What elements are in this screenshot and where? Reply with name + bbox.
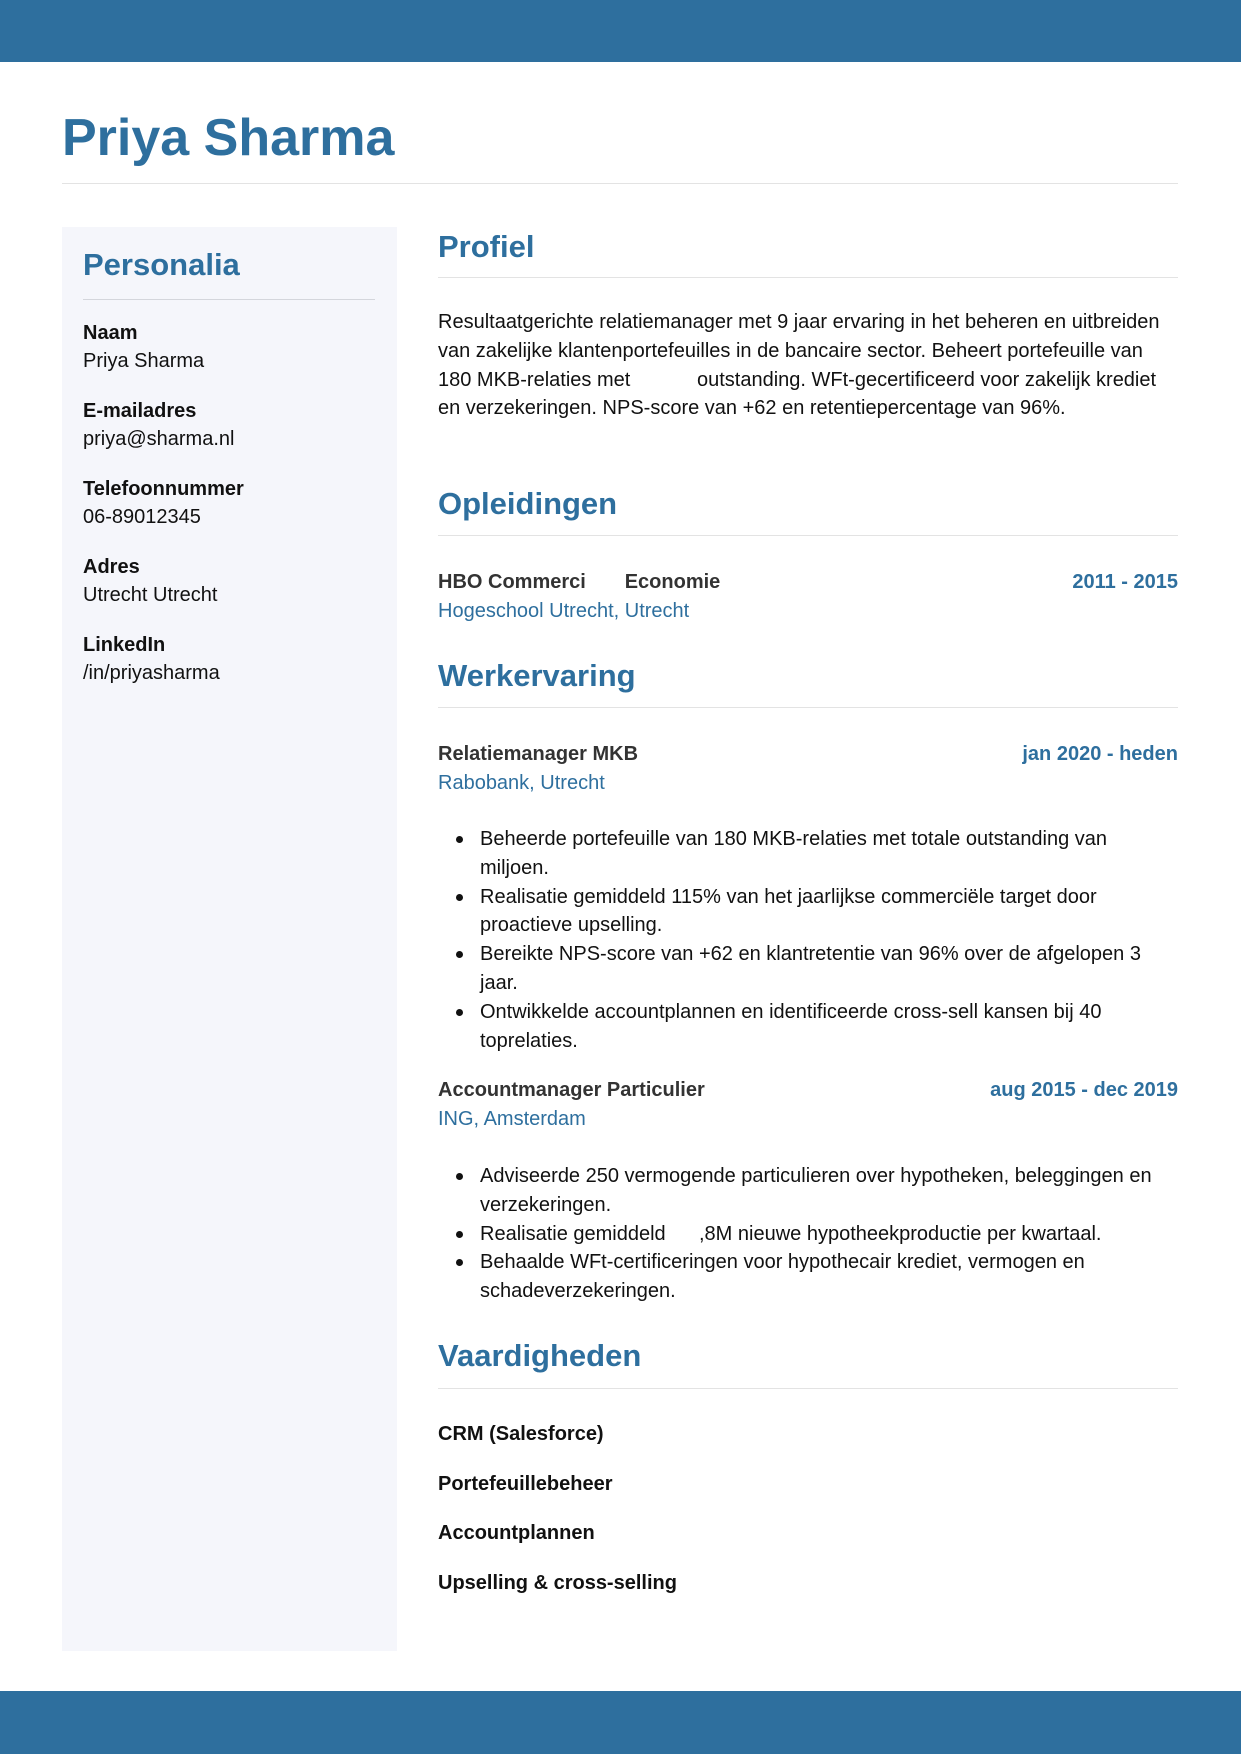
job-bullets (438, 825, 1178, 1055)
job-date: aug 2015 - dec 2019 (990, 1079, 1178, 1101)
field-naam (83, 319, 383, 375)
job-company: Rabobank, Utrecht (438, 772, 605, 794)
list-item: Adviseerde 250 vermogende particulieren over hypotheken, beleggingen en verzekeringen. (438, 1162, 1178, 1220)
field-value: 06-89012345 (83, 506, 201, 528)
field-label: Adres (83, 556, 140, 578)
field-email (83, 397, 383, 453)
field-label: Naam (83, 322, 138, 344)
field-label: Telefoonnummer (83, 478, 244, 500)
skill-item: Upselling & cross-selling (438, 1572, 677, 1594)
list-item: Beheerde portefeuille van 180 MKB-relaties met totale outstanding van miljoen. (438, 825, 1178, 883)
list-item: Ontwikkelde accountplannen en identificeerde cross-sell kansen bij 40 toprelaties. (438, 998, 1178, 1056)
skill-item: CRM (Salesforce) (438, 1423, 604, 1445)
section-divider (438, 535, 1178, 536)
profile-text: Resultaatgerichte relatiemanager met 9 jaar ervaring in het beheren en uitbreiden van zakelijke klantenportefeuilles in de bancaire sector. Beheert portefeuille van 180 MKB-relaties met outstanding. WFt-gecertificeerd voor zakelijk krediet en verzekeringen. NPS-score van +62 en retentiepercentage van 96%. (438, 311, 1166, 420)
footer-band (0, 1691, 1241, 1754)
field-value: Utrecht Utrecht (83, 584, 218, 606)
field-value: priya@sharma.nl (83, 428, 235, 450)
section-title-skills: Vaardigheden (438, 1338, 642, 1373)
field-value: Priya Sharma (83, 350, 205, 372)
field-linkedin (83, 631, 383, 687)
education-entry-header (438, 568, 1178, 596)
job-title: Relatiemanager MKB (438, 743, 639, 765)
degree-title: HBO Commerci Economie (438, 571, 721, 593)
degree-date: 2011 - 2015 (1072, 571, 1178, 593)
field-label: LinkedIn (83, 634, 166, 656)
list-item: Realisatie gemiddeld ,8M nieuwe hypotheekproductie per kwartaal. (438, 1220, 1178, 1249)
title-divider (62, 183, 1178, 184)
skill-item: Portefeuillebeheer (438, 1473, 613, 1495)
list-item: Realisatie gemiddeld 115% van het jaarlijkse commerciële target door proactieve upselling. (438, 883, 1178, 941)
field-label: E-mailadres (83, 400, 197, 422)
personalia-sidebar (62, 227, 397, 1651)
job-header (438, 1076, 1178, 1104)
institution: Hogeschool Utrecht, Utrecht (438, 600, 690, 622)
skill-item: Accountplannen (438, 1522, 595, 1544)
section-divider (438, 1388, 1178, 1389)
job-header (438, 740, 1178, 768)
field-phone (83, 475, 383, 531)
sidebar-title: Personalia (83, 247, 240, 282)
list-item: Behaalde WFt-certificeringen voor hypothecair krediet, vermogen en schadeverzekeringen. (438, 1248, 1178, 1306)
section-divider (438, 277, 1178, 278)
section-title-education: Opleidingen (438, 486, 618, 521)
job-bullets (438, 1162, 1178, 1306)
sidebar-divider (83, 299, 375, 300)
field-address (83, 553, 383, 609)
job-title: Accountmanager Particulier (438, 1079, 705, 1101)
section-title-experience: Werkervaring (438, 658, 636, 693)
section-title-profile: Profiel (438, 229, 535, 264)
field-value: /in/priyasharma (83, 662, 220, 684)
job-date: jan 2020 - heden (1022, 743, 1178, 765)
page-title: Priya Sharma (62, 109, 395, 167)
header-band (0, 0, 1241, 62)
section-divider (438, 707, 1178, 708)
list-item: Bereikte NPS-score van +62 en klantretentie van 96% over de afgelopen 3 jaar. (438, 940, 1178, 998)
job-company: ING, Amsterdam (438, 1108, 586, 1130)
